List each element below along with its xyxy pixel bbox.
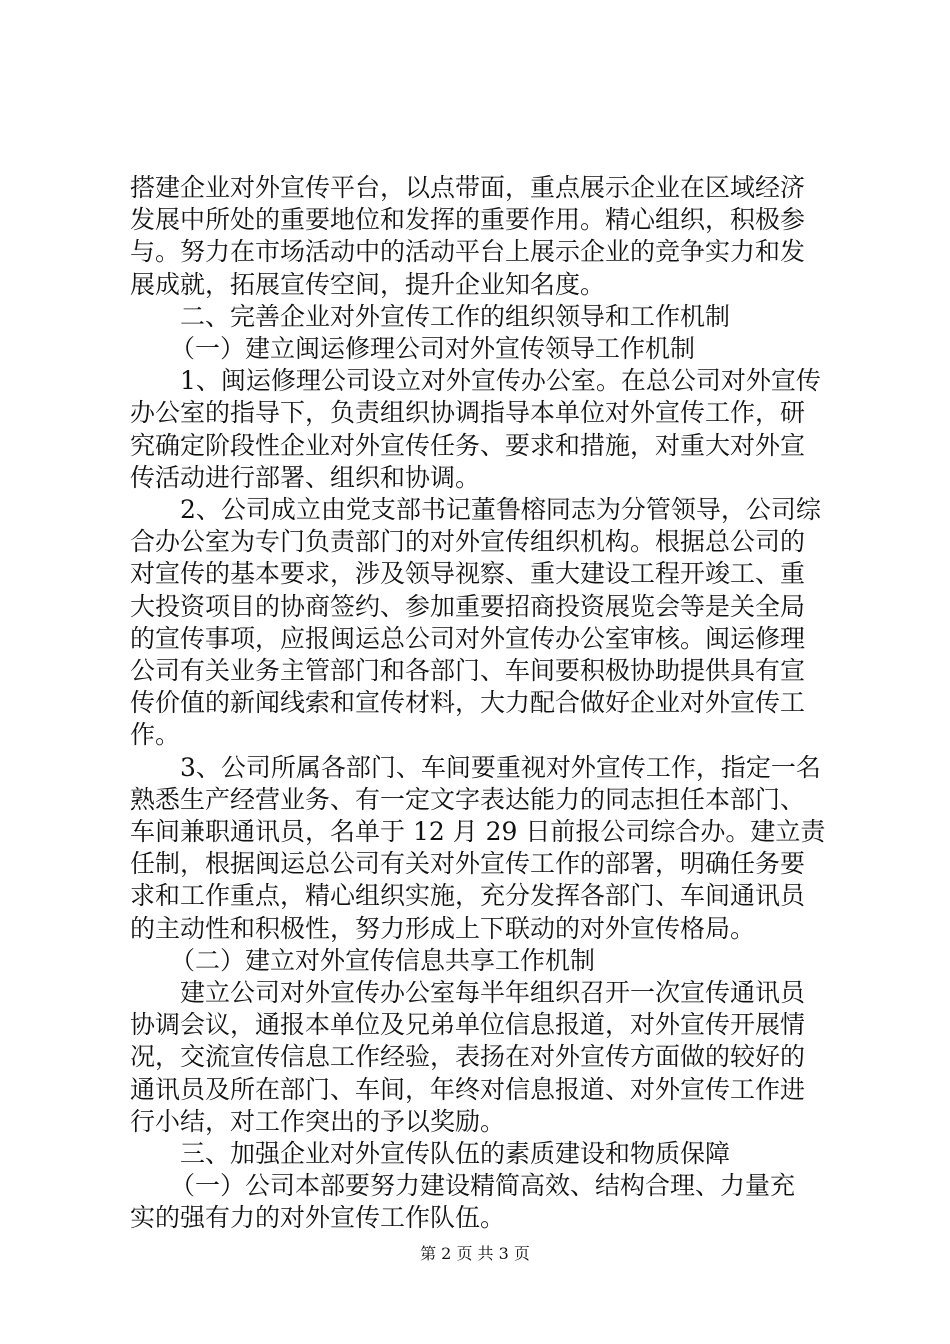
section-heading: 二、完善企业对外宣传工作的组织领导和工作机制: [180, 301, 731, 331]
text-line: 行小结，对工作突出的予以奖励。: [130, 1106, 506, 1136]
text-line: 对宣传的基本要求，涉及领导视察、重大建设工程开竣工、重: [130, 559, 806, 589]
text-line: 发展中所处的重要地位和发挥的重要作用。精心组织，积极参: [130, 205, 806, 235]
text-line: 求和工作重点，精心组织实施，充分发挥各部门、车间通讯员: [130, 881, 806, 911]
text-line: 与。努力在市场活动中的活动平台上展示企业的竞争实力和发: [130, 237, 806, 267]
text-line: 的宣传事项，应报闽运总公司对外宣传办公室审核。闽运修理: [130, 623, 806, 653]
text-line: 通讯员及所在部门、车间，年终对信息报道、对外宣传工作进: [130, 1074, 806, 1104]
text-line: 大投资项目的协商签约、参加重要招商投资展览会等是关全局: [130, 591, 806, 621]
text-line: 展成就，拓展宣传空间，提升企业知名度。: [130, 269, 606, 299]
section-heading: 三、加强企业对外宣传队伍的素质建设和物质保障: [180, 1139, 731, 1168]
text-line: 的主动性和积极性，努力形成上下联动的对外宣传格局。: [130, 913, 756, 943]
text-line: 2、公司成立由党支部书记董鲁榕同志为分管领导，公司综: [180, 495, 821, 524]
text-line: 车间兼职通讯员，名单于 12 月 29 日前报公司综合办。建立责: [130, 817, 826, 846]
text-line: 任制，根据闽运总公司有关对外宣传工作的部署，明确任务要: [130, 849, 806, 879]
subsection-heading: （二）建立对外宣传信息共享工作机制: [170, 945, 596, 975]
text-line: 公司有关业务主管部门和各部门、车间要积极协助提供具有宣: [130, 656, 806, 685]
text-line: 实的强有力的对外宣传工作队伍。: [130, 1203, 506, 1233]
text-line: 传活动进行部署、组织和协调。: [130, 462, 481, 492]
subsection-heading: （一）建立闽运修理公司对外宣传领导工作机制: [170, 334, 696, 363]
text-line: 作。: [130, 720, 181, 750]
text-line: 究确定阶段性企业对外宣传任务、要求和措施，对重大对外宣: [130, 430, 806, 460]
text-line: 3、公司所属各部门、车间要重视对外宣传工作，指定一名: [180, 752, 821, 782]
subsection-heading: （一）公司本部要努力建设精简高效、结构合理、力量充: [170, 1171, 796, 1201]
text-line: 搭建企业对外宣传平台，以点带面，重点展示企业在区域经济: [130, 173, 806, 202]
text-line: 合办公室为专门负责部门的对外宣传组织机构。根据总公司的: [130, 527, 806, 557]
text-line: 办公室的指导下，负责组织协调指导本单位对外宣传工作，研: [130, 398, 806, 428]
text-line: 熟悉生产经营业务、有一定文字表达能力的同志担任本部门、: [130, 784, 806, 814]
text-line: 协调会议，通报本单位及兄弟单位信息报道，对外宣传开展情: [130, 1010, 806, 1040]
page-footer: 第 2 页 共 3 页: [420, 1244, 530, 1263]
text-line: 传价值的新闻线索和宣传材料，大力配合做好企业对外宣传工: [130, 688, 806, 718]
text-line: 况，交流宣传信息工作经验，表扬在对外宣传方面做的较好的: [130, 1042, 806, 1072]
text-line: 1、闽运修理公司设立对外宣传办公室。在总公司对外宣传: [180, 366, 821, 396]
text-line: 建立公司对外宣传办公室每半年组织召开一次宣传通讯员: [180, 978, 806, 1007]
